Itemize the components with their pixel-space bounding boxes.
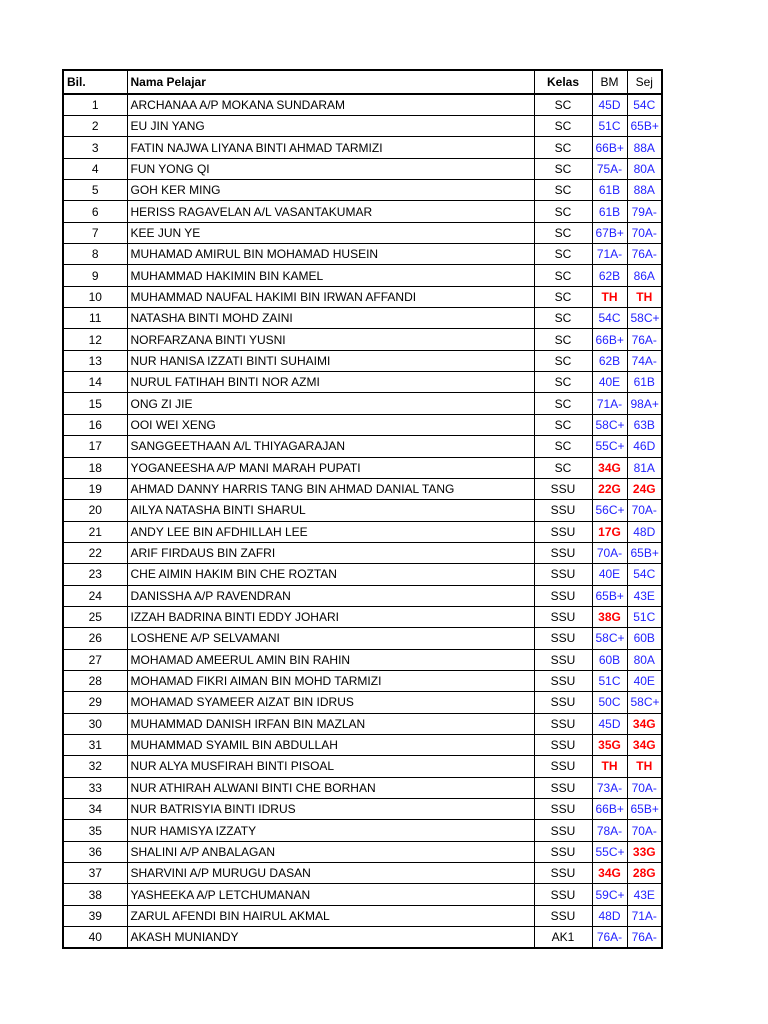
student-name: DANISSHA A/P RAVENDRAN — [127, 585, 534, 606]
class-name: SSU — [534, 649, 592, 670]
row-number: 8 — [63, 244, 127, 265]
sej-grade: 65B+ — [627, 542, 662, 563]
row-number: 19 — [63, 478, 127, 499]
row-number: 13 — [63, 350, 127, 371]
class-name: SC — [534, 329, 592, 350]
row-number: 21 — [63, 521, 127, 542]
sej-grade: 81A — [627, 457, 662, 478]
sej-grade: 54C — [627, 564, 662, 585]
bm-grade: 55C+ — [592, 841, 627, 862]
sej-grade: 43E — [627, 884, 662, 905]
bm-grade: 67B+ — [592, 222, 627, 243]
class-name: SC — [534, 286, 592, 307]
class-name: SSU — [534, 478, 592, 499]
row-number: 18 — [63, 457, 127, 478]
student-name: MOHAMAD AMEERUL AMIN BIN RAHIN — [127, 649, 534, 670]
table-row — [63, 606, 662, 627]
sej-grade: 58C+ — [627, 308, 662, 329]
row-number: 35 — [63, 820, 127, 841]
student-name: NUR HANISA IZZATI BINTI SUHAIMI — [127, 350, 534, 371]
row-number: 5 — [63, 180, 127, 201]
student-name: NORFARZANA BINTI YUSNI — [127, 329, 534, 350]
bm-grade: 73A- — [592, 777, 627, 798]
bm-grade: 34G — [592, 863, 627, 884]
class-name: SSU — [534, 863, 592, 884]
sej-grade: 88A — [627, 180, 662, 201]
row-number: 38 — [63, 884, 127, 905]
row-number: 17 — [63, 436, 127, 457]
class-name: SC — [534, 137, 592, 158]
row-number: 4 — [63, 158, 127, 179]
row-number: 7 — [63, 222, 127, 243]
sej-grade: 70A- — [627, 222, 662, 243]
bm-grade: 54C — [592, 308, 627, 329]
header-row — [63, 70, 662, 94]
table-row — [63, 927, 662, 949]
row-number: 40 — [63, 927, 127, 949]
student-name: NUR BATRISYIA BINTI IDRUS — [127, 799, 534, 820]
table-row — [63, 628, 662, 649]
table-row — [63, 201, 662, 222]
student-name: FATIN NAJWA LIYANA BINTI AHMAD TARMIZI — [127, 137, 534, 158]
class-name: SC — [534, 222, 592, 243]
table-row — [63, 372, 662, 393]
sej-grade: 80A — [627, 649, 662, 670]
table-row — [63, 94, 662, 116]
sej-grade: 86A — [627, 265, 662, 286]
student-name: NUR HAMISYA IZZATY — [127, 820, 534, 841]
student-name: HERISS RAGAVELAN A/L VASANTAKUMAR — [127, 201, 534, 222]
sej-grade: TH — [627, 756, 662, 777]
table-row — [63, 799, 662, 820]
student-name: ARIF FIRDAUS BIN ZAFRI — [127, 542, 534, 563]
student-name: ANDY LEE BIN AFDHILLAH LEE — [127, 521, 534, 542]
student-name: KEE JUN YE — [127, 222, 534, 243]
class-name: SSU — [534, 884, 592, 905]
class-name: SC — [534, 414, 592, 435]
row-number: 24 — [63, 585, 127, 606]
bm-grade: 65B+ — [592, 585, 627, 606]
bm-grade: 78A- — [592, 820, 627, 841]
bm-grade: 59C+ — [592, 884, 627, 905]
table-row — [63, 222, 662, 243]
header-bil: Bil. — [63, 70, 127, 94]
sej-grade: 76A- — [627, 244, 662, 265]
class-name: SSU — [534, 606, 592, 627]
class-name: SSU — [534, 542, 592, 563]
bm-grade: 70A- — [592, 542, 627, 563]
sej-grade: 34G — [627, 713, 662, 734]
row-number: 33 — [63, 777, 127, 798]
bm-grade: 66B+ — [592, 799, 627, 820]
class-name: SC — [534, 244, 592, 265]
student-name: FUN YONG QI — [127, 158, 534, 179]
student-name: IZZAH BADRINA BINTI EDDY JOHARI — [127, 606, 534, 627]
row-number: 20 — [63, 500, 127, 521]
sej-grade: 40E — [627, 670, 662, 691]
table-row — [63, 478, 662, 499]
bm-grade: 48D — [592, 905, 627, 926]
student-name: EU JIN YANG — [127, 116, 534, 137]
bm-grade: 45D — [592, 713, 627, 734]
sej-grade: 60B — [627, 628, 662, 649]
sej-grade: 65B+ — [627, 799, 662, 820]
table-row — [63, 777, 662, 798]
table-row — [63, 180, 662, 201]
table-row — [63, 393, 662, 414]
table-row — [63, 244, 662, 265]
bm-grade: 51C — [592, 670, 627, 691]
student-name: OOI WEI XENG — [127, 414, 534, 435]
class-name: SC — [534, 350, 592, 371]
table-row — [63, 350, 662, 371]
class-name: SSU — [534, 585, 592, 606]
class-name: SSU — [534, 670, 592, 691]
class-name: SSU — [534, 521, 592, 542]
table-row — [63, 713, 662, 734]
student-name: NUR ALYA MUSFIRAH BINTI PISOAL — [127, 756, 534, 777]
bm-grade: 50C — [592, 692, 627, 713]
bm-grade: 75A- — [592, 158, 627, 179]
sej-grade: 33G — [627, 841, 662, 862]
student-name: SHARVINI A/P MURUGU DASAN — [127, 863, 534, 884]
table-row — [63, 116, 662, 137]
student-name: GOH KER MING — [127, 180, 534, 201]
sej-grade: TH — [627, 286, 662, 307]
student-name: LOSHENE A/P SELVAMANI — [127, 628, 534, 649]
bm-grade: 40E — [592, 372, 627, 393]
header-nama-pelajar: Nama Pelajar — [127, 70, 534, 94]
table-row — [63, 841, 662, 862]
row-number: 14 — [63, 372, 127, 393]
table-row — [63, 734, 662, 755]
class-name: SC — [534, 372, 592, 393]
bm-grade: 38G — [592, 606, 627, 627]
bm-grade: 22G — [592, 478, 627, 499]
bm-grade: 55C+ — [592, 436, 627, 457]
bm-grade: 61B — [592, 180, 627, 201]
student-name: YOGANEESHA A/P MANI MARAH PUPATI — [127, 457, 534, 478]
row-number: 23 — [63, 564, 127, 585]
bm-grade: TH — [592, 756, 627, 777]
table-row — [63, 756, 662, 777]
sej-grade: 51C — [627, 606, 662, 627]
student-name: ONG ZI JIE — [127, 393, 534, 414]
table-row — [63, 158, 662, 179]
bm-grade: 45D — [592, 94, 627, 116]
bm-grade: 58C+ — [592, 414, 627, 435]
row-number: 34 — [63, 799, 127, 820]
table-row — [63, 286, 662, 307]
header-kelas: Kelas — [534, 70, 592, 94]
bm-grade: 62B — [592, 350, 627, 371]
bm-grade: 40E — [592, 564, 627, 585]
student-name: AHMAD DANNY HARRIS TANG BIN AHMAD DANIAL TANG — [127, 478, 534, 499]
bm-grade: 76A- — [592, 927, 627, 949]
bm-grade: 66B+ — [592, 329, 627, 350]
sej-grade: 76A- — [627, 927, 662, 949]
sej-grade: 70A- — [627, 820, 662, 841]
bm-grade: 35G — [592, 734, 627, 755]
table-row — [63, 137, 662, 158]
table-row — [63, 521, 662, 542]
row-number: 36 — [63, 841, 127, 862]
sej-grade: 58C+ — [627, 692, 662, 713]
class-name: SSU — [534, 799, 592, 820]
row-number: 27 — [63, 649, 127, 670]
row-number: 16 — [63, 414, 127, 435]
row-number: 22 — [63, 542, 127, 563]
student-results-table — [62, 69, 663, 949]
row-number: 32 — [63, 756, 127, 777]
bm-grade: 71A- — [592, 393, 627, 414]
bm-grade: TH — [592, 286, 627, 307]
bm-grade: 60B — [592, 649, 627, 670]
class-name: SSU — [534, 734, 592, 755]
row-number: 15 — [63, 393, 127, 414]
table-row — [63, 500, 662, 521]
row-number: 12 — [63, 329, 127, 350]
table-row — [63, 564, 662, 585]
row-number: 3 — [63, 137, 127, 158]
sej-grade: 74A- — [627, 350, 662, 371]
table-row — [63, 585, 662, 606]
student-name: MUHAMAD AMIRUL BIN MOHAMAD HUSEIN — [127, 244, 534, 265]
student-name: NURUL FATIHAH BINTI NOR AZMI — [127, 372, 534, 393]
table-row — [63, 457, 662, 478]
table-row — [63, 863, 662, 884]
row-number: 6 — [63, 201, 127, 222]
table-row — [63, 649, 662, 670]
student-name: MUHAMMAD DANISH IRFAN BIN MAZLAN — [127, 713, 534, 734]
bm-grade: 17G — [592, 521, 627, 542]
bm-grade: 62B — [592, 265, 627, 286]
class-name: SC — [534, 94, 592, 116]
class-name: SC — [534, 457, 592, 478]
table-row — [63, 265, 662, 286]
class-name: SC — [534, 180, 592, 201]
bm-grade: 34G — [592, 457, 627, 478]
student-name: MUHAMMAD HAKIMIN BIN KAMEL — [127, 265, 534, 286]
sej-grade: 70A- — [627, 777, 662, 798]
class-name: SSU — [534, 777, 592, 798]
student-name: NATASHA BINTI MOHD ZAINI — [127, 308, 534, 329]
sej-grade: 63B — [627, 414, 662, 435]
bm-grade: 66B+ — [592, 137, 627, 158]
bm-grade: 56C+ — [592, 500, 627, 521]
row-number: 10 — [63, 286, 127, 307]
row-number: 39 — [63, 905, 127, 926]
sej-grade: 76A- — [627, 329, 662, 350]
sej-grade: 61B — [627, 372, 662, 393]
sej-grade: 79A- — [627, 201, 662, 222]
row-number: 37 — [63, 863, 127, 884]
table-row — [63, 414, 662, 435]
row-number: 28 — [63, 670, 127, 691]
table-row — [63, 905, 662, 926]
row-number: 1 — [63, 94, 127, 116]
student-name: AKASH MUNIANDY — [127, 927, 534, 949]
row-number: 26 — [63, 628, 127, 649]
student-name: MUHAMMAD NAUFAL HAKIMI BIN IRWAN AFFANDI — [127, 286, 534, 307]
header-bm: BM — [592, 70, 627, 94]
table-row — [63, 670, 662, 691]
sej-grade: 71A- — [627, 905, 662, 926]
sej-grade: 28G — [627, 863, 662, 884]
class-name: SSU — [534, 692, 592, 713]
class-name: SC — [534, 436, 592, 457]
sej-grade: 65B+ — [627, 116, 662, 137]
student-name: SANGGEETHAAN A/L THIYAGARAJAN — [127, 436, 534, 457]
bm-grade: 58C+ — [592, 628, 627, 649]
student-name: ZARUL AFENDI BIN HAIRUL AKMAL — [127, 905, 534, 926]
class-name: SSU — [534, 820, 592, 841]
table-row — [63, 329, 662, 350]
student-name: NUR ATHIRAH ALWANI BINTI CHE BORHAN — [127, 777, 534, 798]
bm-grade: 61B — [592, 201, 627, 222]
row-number: 11 — [63, 308, 127, 329]
table-row — [63, 308, 662, 329]
sej-grade: 70A- — [627, 500, 662, 521]
student-name: AILYA NATASHA BINTI SHARUL — [127, 500, 534, 521]
student-name: YASHEEKA A/P LETCHUMANAN — [127, 884, 534, 905]
table-row — [63, 542, 662, 563]
row-number: 2 — [63, 116, 127, 137]
table-row — [63, 436, 662, 457]
bm-grade: 51C — [592, 116, 627, 137]
class-name: SC — [534, 201, 592, 222]
sej-grade: 48D — [627, 521, 662, 542]
student-name: SHALINI A/P ANBALAGAN — [127, 841, 534, 862]
sej-grade: 88A — [627, 137, 662, 158]
table-row — [63, 820, 662, 841]
class-name: SSU — [534, 713, 592, 734]
row-number: 29 — [63, 692, 127, 713]
table-row — [63, 884, 662, 905]
class-name: SSU — [534, 564, 592, 585]
sej-grade: 54C — [627, 94, 662, 116]
row-number: 9 — [63, 265, 127, 286]
sej-grade: 34G — [627, 734, 662, 755]
sej-grade: 43E — [627, 585, 662, 606]
student-name: MOHAMAD FIKRI AIMAN BIN MOHD TARMIZI — [127, 670, 534, 691]
class-name: SC — [534, 116, 592, 137]
sej-grade: 80A — [627, 158, 662, 179]
row-number: 30 — [63, 713, 127, 734]
class-name: SSU — [534, 841, 592, 862]
class-name: AK1 — [534, 927, 592, 949]
bm-grade: 71A- — [592, 244, 627, 265]
sej-grade: 98A+ — [627, 393, 662, 414]
class-name: SC — [534, 308, 592, 329]
class-name: SC — [534, 265, 592, 286]
table-row — [63, 692, 662, 713]
sej-grade: 24G — [627, 478, 662, 499]
class-name: SSU — [534, 905, 592, 926]
student-name: CHE AIMIN HAKIM BIN CHE ROZTAN — [127, 564, 534, 585]
student-name: MOHAMAD SYAMEER AIZAT BIN IDRUS — [127, 692, 534, 713]
class-name: SSU — [534, 756, 592, 777]
class-name: SC — [534, 158, 592, 179]
row-number: 31 — [63, 734, 127, 755]
class-name: SC — [534, 393, 592, 414]
class-name: SSU — [534, 500, 592, 521]
class-name: SSU — [534, 628, 592, 649]
row-number: 25 — [63, 606, 127, 627]
student-name: MUHAMMAD SYAMIL BIN ABDULLAH — [127, 734, 534, 755]
sej-grade: 46D — [627, 436, 662, 457]
student-name: ARCHANAA A/P MOKANA SUNDARAM — [127, 94, 534, 116]
header-sej: Sej — [627, 70, 662, 94]
